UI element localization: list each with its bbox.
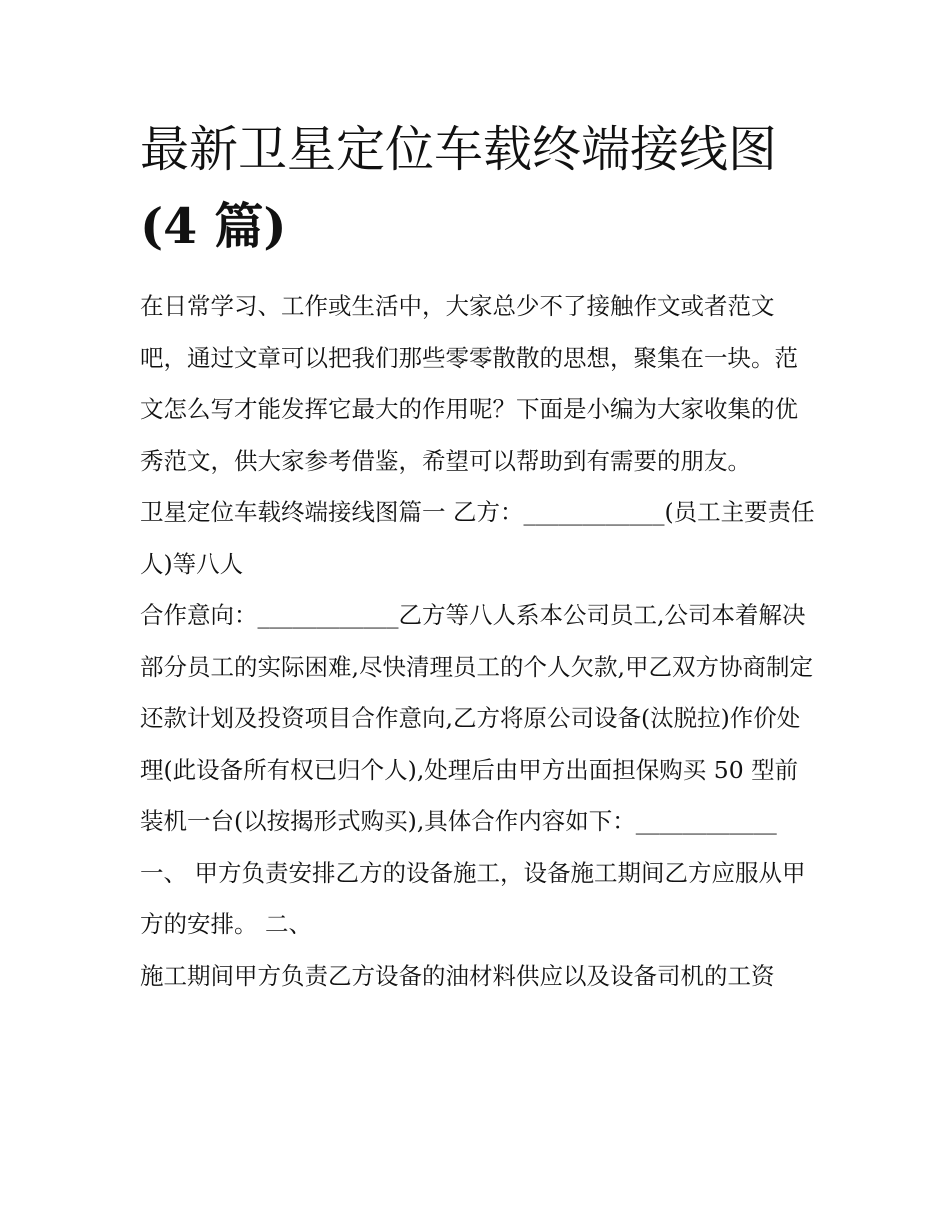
title-line-2: (4 篇) bbox=[140, 197, 287, 255]
cooperation-paragraph: 合作意向：____________乙方等八人系本公司员工,公司本着解决部分员工的实际困难,尽快清理员工的个人欠款,甲乙双方协商制定还款计划及投资项目合作意向,乙方将原公司设备(汰脱拉)作价处理(此设备所有权已归个人),处理后由甲方出面担保购买 50 型前装机一台(以按揭形式购买),具体合作内容如下：____________ bbox=[140, 601, 813, 835]
intro-paragraph: 在日常学习、工作或生活中，大家总少不了接触作文或者范文吧，通过文章可以把我们那些零零散散的思想，聚集在一块。范文怎么写才能发挥它最大的作用呢？下面是小编为大家收集的优秀范文，供大家参考借鉴，希望可以帮助到有需要的朋友。 bbox=[140, 292, 798, 475]
clause-two-paragraph: 施工期间甲方负责乙方设备的油材料供应以及设备司机的工资 bbox=[140, 961, 775, 990]
clause-one-paragraph: 一、 甲方负责安排乙方的设备施工，设备施工期间乙方应服从甲方的安排。 二、 bbox=[140, 858, 806, 938]
title-line-1: 最新卫星定位车载终端接线图 bbox=[140, 121, 778, 178]
document-page bbox=[140, 112, 815, 1002]
document-title bbox=[140, 112, 815, 265]
section-heading-paragraph: 卫星定位车载终端接线图篇一 乙方：____________(员工主要责任人)等八人 bbox=[140, 498, 815, 578]
